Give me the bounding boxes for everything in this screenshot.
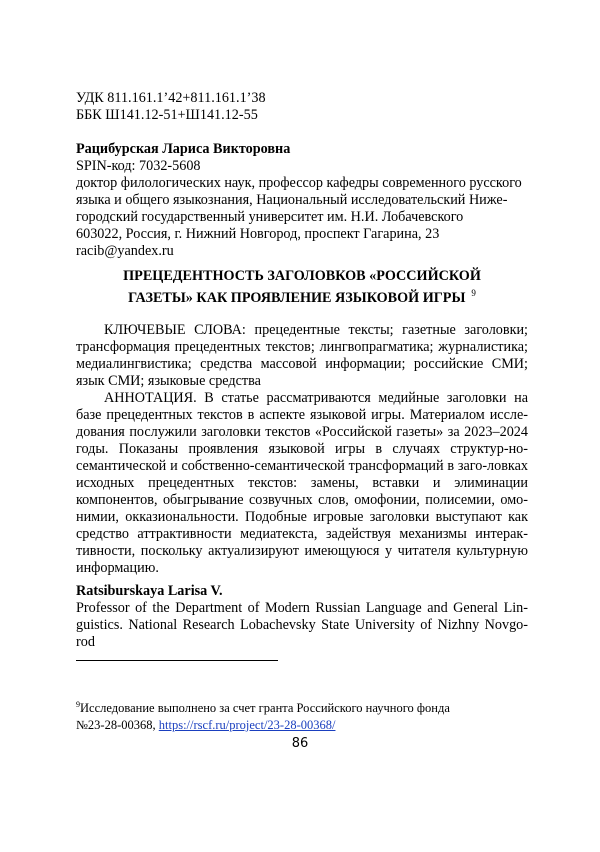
bbk-code: ББК Ш141.12-51+Ш141.12-55 (76, 107, 258, 123)
footnote-text: Исследование выполнено за счет гранта Российского научного фонда (80, 701, 450, 715)
author-name-en: Ratsiburskaya Larisa V. (76, 583, 223, 599)
footnote (76, 696, 528, 734)
article-title (100, 268, 504, 307)
author-affiliation-en-block (76, 600, 528, 651)
footnote-link[interactable]: https://rscf.ru/project/23-28-00368/ (158, 718, 336, 732)
footnote-line-1 (76, 696, 528, 717)
footnote-line-2 (76, 717, 528, 734)
author-affiliation-en: Professor of the Department of Modern Russian Language and General Lin-guistics. National Research Lobachevsky State University of Nizhny Novgo-rod (76, 600, 528, 650)
footnote-separator (76, 660, 278, 661)
affiliation-line: доктор филологических наук, профессор кафедры современного русского (76, 175, 522, 191)
author-address: 603022, Россия, г. Нижний Новгород, проспект Гагарина, 23 (76, 226, 440, 242)
keywords-text: КЛЮЧЕВЫЕ СЛОВА: прецедентные тексты; газетные заголовки; трансформация прецедентных текстов; лингвопрагматика; журналистика; медиалингвистика; средства массовой информации; российские СМИ; язык СМИ; языковые средства (76, 322, 528, 389)
author-email[interactable]: racib@yandex.ru (76, 243, 174, 259)
affiliation-line: городский государственный университет им. Н.И. Лобачевского (76, 209, 464, 225)
udk-code: УДК 811.161.1’42+811.161.1’38 (76, 90, 266, 106)
keywords-block (76, 322, 528, 390)
abstract-text: АННОТАЦИЯ. В статье рассматриваются медийные заголовки на базе прецедентных текстов в аспекте языковой игры. Материалом иссле-дования послужили заголовки текстов «Российской газеты» за 2023–2024 годы. Показаны проявления языковой игры в случаях структур-но-семантической и собственно-семантической трансформаций в заго-ловках исходных прецедентных текстов: замены, вставки и элиминации компонентов, обыгрывание созвучных слов, омофонии, полисемии, омо-нимии, окказиональности. Подобные игровые заголовки выступают как средство аттрактивности медиатекста, задействуя механизмы интерак-тивности, поскольку актуализируют имеющуюся у читателя культурную информацию. (76, 390, 528, 576)
title-footnote-mark[interactable]: 9 (471, 288, 476, 298)
page-number: 86 (291, 736, 309, 751)
footnote-mark: 9 (76, 700, 80, 709)
affiliation-line: языка и общего языкознания, Национальный исследовательский Ниже- (76, 192, 508, 208)
author-name-ru: Рацибурская Лариса Викторовна (76, 141, 291, 157)
article-title-text: ПРЕЦЕДЕНТНОСТЬ ЗАГОЛОВКОВ «РОССИЙСКОЙ ГАЗЕТЫ» КАК ПРОЯВЛЕНИЕ ЯЗЫКОВОЙ ИГРЫ (123, 268, 481, 306)
author-spin: SPIN-код: 7032-5608 (76, 158, 201, 174)
footnote-grant-number: №23-28-00368, (76, 718, 159, 732)
abstract-block (76, 390, 528, 577)
